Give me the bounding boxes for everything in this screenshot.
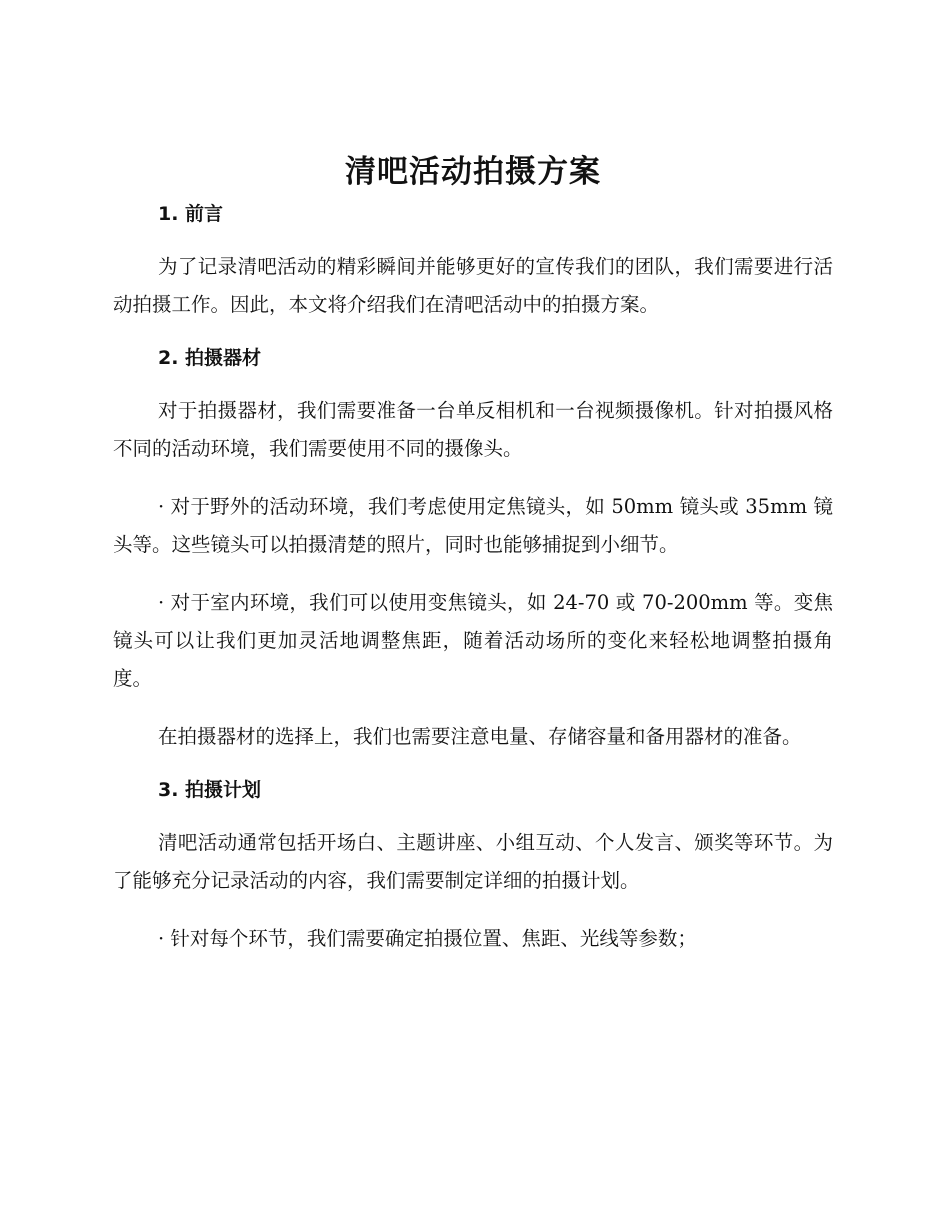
paragraph-plan-intro: 清吧活动通常包括开场白、主题讲座、小组互动、个人发言、颁奖等环节。为了能够充分记录活动的内容，我们需要制定详细的拍摄计划。 bbox=[113, 831, 833, 892]
section-heading-equipment: 2. 拍摄器材 bbox=[158, 347, 262, 369]
section-heading-preface: 1. 前言 bbox=[158, 203, 224, 225]
document-body bbox=[113, 150, 833, 978]
section-heading-plan: 3. 拍摄计划 bbox=[158, 779, 262, 801]
paragraph-preface: 为了记录清吧活动的精彩瞬间并能够更好的宣传我们的团队，我们需要进行活动拍摄工作。因此，本文将介绍我们在清吧活动中的拍摄方案。 bbox=[113, 255, 833, 316]
document-title: 清吧活动拍摄方案 bbox=[345, 154, 601, 190]
paragraph-outdoor-lens: · 对于野外的活动环境，我们考虑使用定焦镜头，如 50mm 镜头或 35mm 镜头等。这些镜头可以拍摄清楚的照片，同时也能够捕捉到小细节。 bbox=[113, 495, 833, 556]
paragraph-indoor-lens: · 对于室内环境，我们可以使用变焦镜头，如 24-70 或 70-200mm 等。变焦镜头可以让我们更加灵活地调整焦距，随着活动场所的变化来轻松地调整拍摄角度。 bbox=[113, 591, 833, 690]
paragraph-plan-parameters: · 针对每个环节，我们需要确定拍摄位置、焦距、光线等参数； bbox=[158, 927, 697, 950]
paragraph-equipment-intro: 对于拍摄器材，我们需要准备一台单反相机和一台视频摄像机。针对拍摄风格不同的活动环境，我们需要使用不同的摄像头。 bbox=[113, 399, 833, 460]
paragraph-equipment-notes: 在拍摄器材的选择上，我们也需要注意电量、存储容量和备用器材的准备。 bbox=[158, 725, 802, 748]
